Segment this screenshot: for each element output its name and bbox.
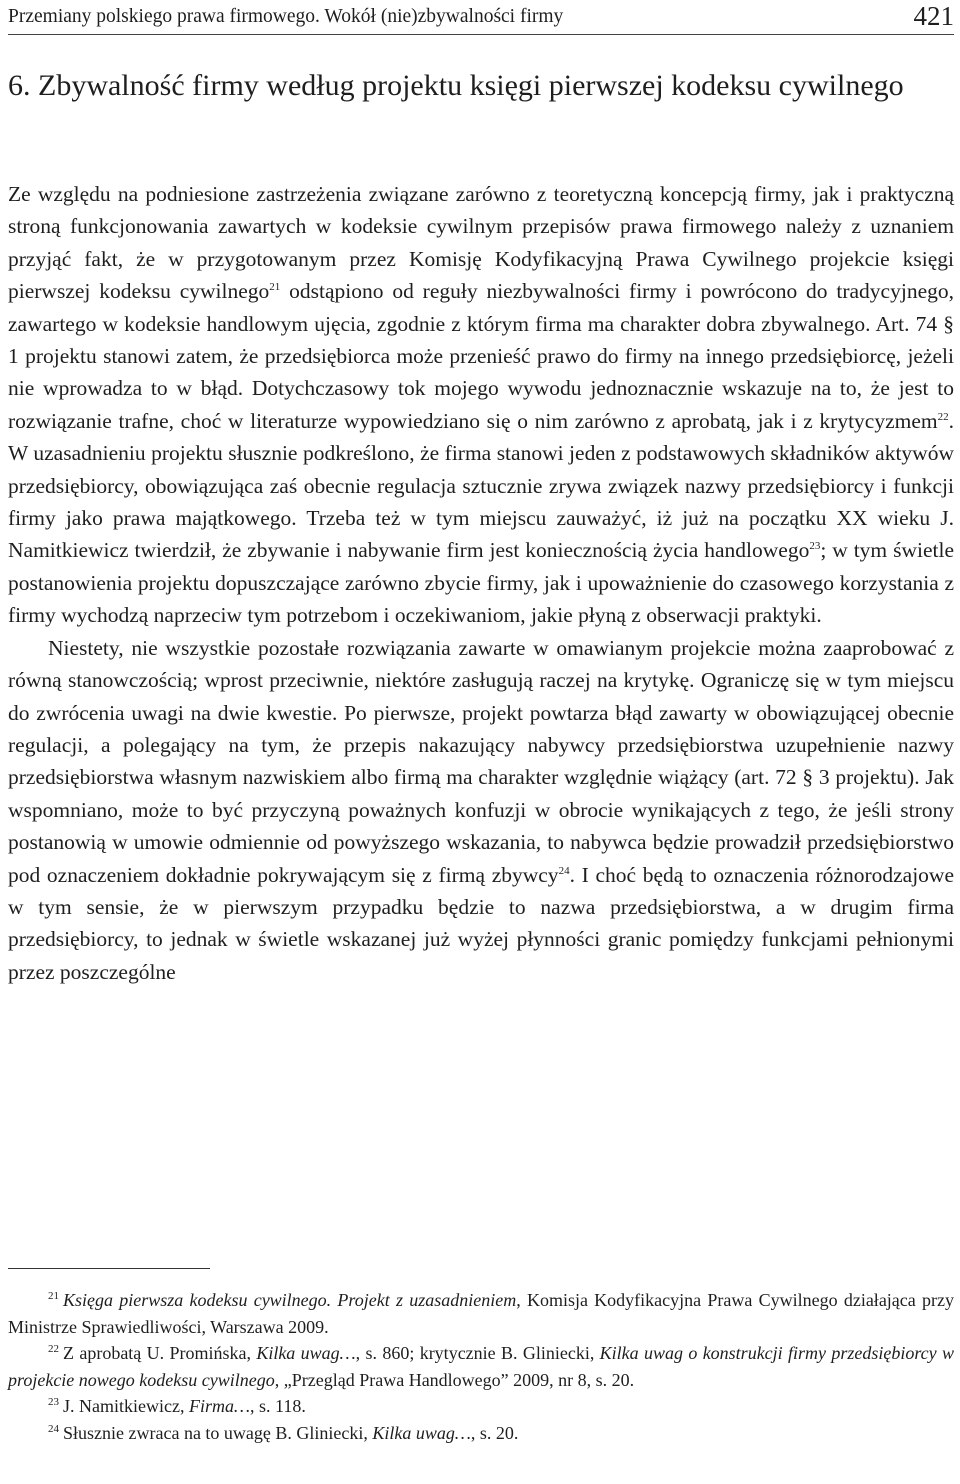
italic-text: Kilka uwag… xyxy=(372,1422,471,1443)
text-run: Ze względu na podniesione zastrzeżenia związane zarówno z teoretyczną koncepcją firmy, jak i praktyczną stroną funkcjonowania zawartych w kodeksie cywilnym przepisów prawa firmowego należy z uznaniem przyjąć fakt, że w przygotowanym przez Komisję Kodyfikacyjną Prawa Cywilnego projekcie księgi pierwszej kodeksu cywilnego xyxy=(8,182,954,304)
footnotes xyxy=(8,1287,954,1446)
section-heading: 6. Zbywalność firmy według projektu księgi pierwszej kodeksu cywilnego xyxy=(8,69,904,102)
text-run: . I choć będą to oznaczenia różnorodzajowe w tym sensie, że w pierwszym przypadku będzie to nazwa przedsiębiorstwa, a w drugim firma przedsiębiorcy, to jednak w świetle wskazanej już wyżej płynności granic pomiędzy funkcjami pełnionymi przez poszczególne xyxy=(8,862,954,984)
text-run: Niestety, nie wszystkie pozostałe rozwiązania zawarte w omawianym projekcie można zaaprobować z równą stanowczością; wprost przeciwnie, niektóre zasługują raczej na krytykę. Ograniczę się w tym miejscu do zwrócenia uwagi na dwie kwestie. Po pierwsze, projekt powtarza błąd zawarty w obowiązującej obecnie regulacji, a polegający na tym, że przepis nakazujący nabywcy przedsiębiorstwa uzupełnienie nazwy przedsiębiorstwa własnym nazwiskiem albo firmą ma charakter względnie wiążący (art. 72 § 3 projektu). Jak wspomniano, może to być przyczyną poważnych konfuzji w obrocie wynikających z tego, że jeśli strony postanowią w umowie odmiennie od powyższego wskazania, to nabywca będzie prowadził przedsiębiorstwo pod oznaczeniem dokładnie pokrywającym się z firmą zbywcy xyxy=(8,635,954,887)
footnote xyxy=(8,1340,954,1393)
page-number: 421 xyxy=(913,1,954,31)
paragraph xyxy=(8,178,954,632)
footnote-separator xyxy=(8,1268,210,1269)
footnote-number: 21 xyxy=(48,1290,59,1302)
body-text xyxy=(8,178,954,988)
footnote-reference: 24 xyxy=(558,864,570,877)
italic-text: Kilka uwag… xyxy=(256,1343,356,1363)
footnote-number: 24 xyxy=(48,1422,59,1435)
footnote-number: 23 xyxy=(48,1396,59,1408)
text-run: Słusznie zwraca na to uwagę B. Gliniecki, xyxy=(63,1422,373,1443)
italic-text: Kilka uwag o konstrukcji firmy przedsiębiorcy w projekcie nowego kodeksu cywilnego xyxy=(8,1343,954,1390)
text-run: , Komisja Kodyfikacyjna Prawa Cywilnego działająca przy Ministrze Sprawiedliwości, Warszawa 2009. xyxy=(8,1290,954,1337)
text-run: Z aprobatą U. Promińska, xyxy=(63,1343,257,1363)
text-run: ; w tym świetle postanowienia projektu dopuszczające zarówno zbycie firmy, jak i upoważnienie do czasowego korzystania z firmy wychodzą naprzeciw tym potrzebom i oczekiwaniom, jakie płyną z obserwacji praktyki. xyxy=(8,538,954,628)
footnote-reference: 23 xyxy=(809,540,821,553)
footnote xyxy=(8,1287,954,1340)
text-run: odstąpiono od reguły niezbywalności firmy i powrócono do tradycyjnego, zawartego w kodeksie handlowym ujęcia, zgodnie z którym firma ma charakter dobra zbywalnego. Art. 74 § 1 projektu stanowi zatem, że przedsiębiorca może przenieść prawo do firmy na innego przedsiębiorcę, jeżeli nie wprowadza to w błąd. Dotychczasowy tok mojego wywodu jednoznacznie wskazuje na to, że jest to rozwiązanie trafne, choć w literaturze wypowiedziano się o nim zarówno z aprobatą, jak i z krytycyzmem xyxy=(8,279,954,433)
running-title: Przemiany polskiego prawa firmowego. Wokół (nie)zbywalności firmy xyxy=(8,6,564,27)
footnote-reference: 21 xyxy=(269,281,281,294)
footnote xyxy=(8,1393,954,1420)
italic-text: Firma… xyxy=(188,1396,250,1416)
text-run: J. Namitkiewicz, xyxy=(63,1396,189,1416)
text-run: . W uzasadnieniu projektu słusznie podkreślono, że firma stanowi jeden z podstawowych składników aktywów przedsiębiorcy, obowiązująca zaś obecnie regulacja sztucznie zrywa związek nazwy przedsiębiorcy i funkcji firmy jako prawa majątkowego. Trzeba też w tym miejscu zauważyć, iż już na początku XX wieku J. Namitkiewicz twierdził, że zbywanie i nabywanie firm jest koniecznością życia handlowego xyxy=(8,408,954,563)
text-run: , s. 20. xyxy=(470,1422,519,1443)
footnote xyxy=(8,1420,954,1447)
italic-text: Księga pierwsza kodeksu cywilnego. Projekt z uzasadnieniem xyxy=(63,1290,517,1310)
paragraph xyxy=(8,632,954,988)
footnote-number: 22 xyxy=(48,1343,59,1355)
text-run: , „Przegląd Prawa Handlowego” 2009, nr 8, s. 20. xyxy=(274,1369,635,1390)
footnote-reference: 22 xyxy=(937,410,949,423)
page xyxy=(8,0,954,1484)
text-run: , s. 118. xyxy=(249,1396,306,1416)
running-header xyxy=(8,1,954,35)
text-run: , s. 860; krytycznie B. Gliniecki, xyxy=(355,1343,600,1363)
